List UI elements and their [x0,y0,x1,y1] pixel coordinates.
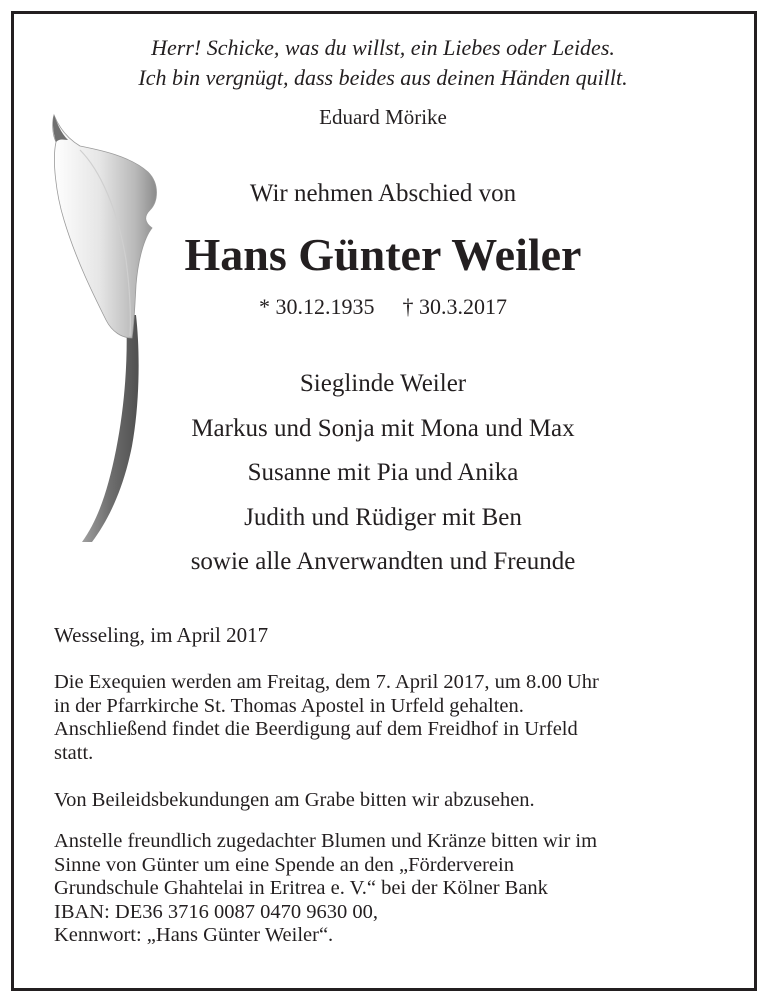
paragraph-line: Kennwort: „Hans Günter Weiler“. [54,924,334,946]
quote-line-1: Herr! Schicke, was du willst, ein Liebes oder Leides. [151,35,615,60]
family-member: Susanne mit Pia und Anika [247,459,519,486]
family-member: Markus und Sonja mit Mona und Max [191,414,575,442]
life-dates [0,294,766,320]
paragraph-line: Anschließend findet die Beerdigung auf dem Freidhof in Urfeld [54,718,578,740]
paragraph-line: Von Beileidsbekundungen am Grabe bitten wir abzusehen. [54,789,535,811]
quote-line-2: Ich bin vergnügt, dass beides aus deinen Händen quillt. [138,65,628,90]
paragraph-line: Anstelle freundlich zugedachter Blumen und Kränze bitten wir im [54,830,598,852]
family-member: Judith und Rüdiger mit Ben [244,503,522,531]
birth-date: * 30.12.1935 [259,294,375,319]
iban-line: IBAN: DE36 3716 0087 0470 9630 00, [54,900,379,923]
exequien-paragraph [54,671,734,765]
family-member: Sieglinde Weiler [299,370,467,397]
death-date: † 30.3.2017 [402,294,507,319]
paragraph-line: Sinne von Günter um eine Spende an den „Förderverein [54,853,514,876]
paragraph-line: statt. [54,741,94,764]
paragraph-line: in der Pfarrkirche St. Thomas Apostel in Urfeld gehalten. [54,694,524,717]
paragraph-line: Die Exequien werden am Freitag, dem 7. April 2017, um 8.00 Uhr [54,671,599,693]
paragraph-line: Grundschule Ghahtelai in Eritrea e. V.“ bei der Kölner Bank [54,877,548,899]
family-member: sowie alle Anverwandten und Freunde [190,548,576,575]
quote-author: Eduard Mörike [319,105,447,129]
family-list [0,362,766,585]
place-date: Wesseling, im April 2017 [54,623,269,647]
donation-paragraph [54,830,734,948]
deceased-name: Hans Günter Weiler [184,229,582,280]
condolences-paragraph [54,789,734,813]
farewell-heading: Wir nehmen Abschied von [249,180,517,207]
